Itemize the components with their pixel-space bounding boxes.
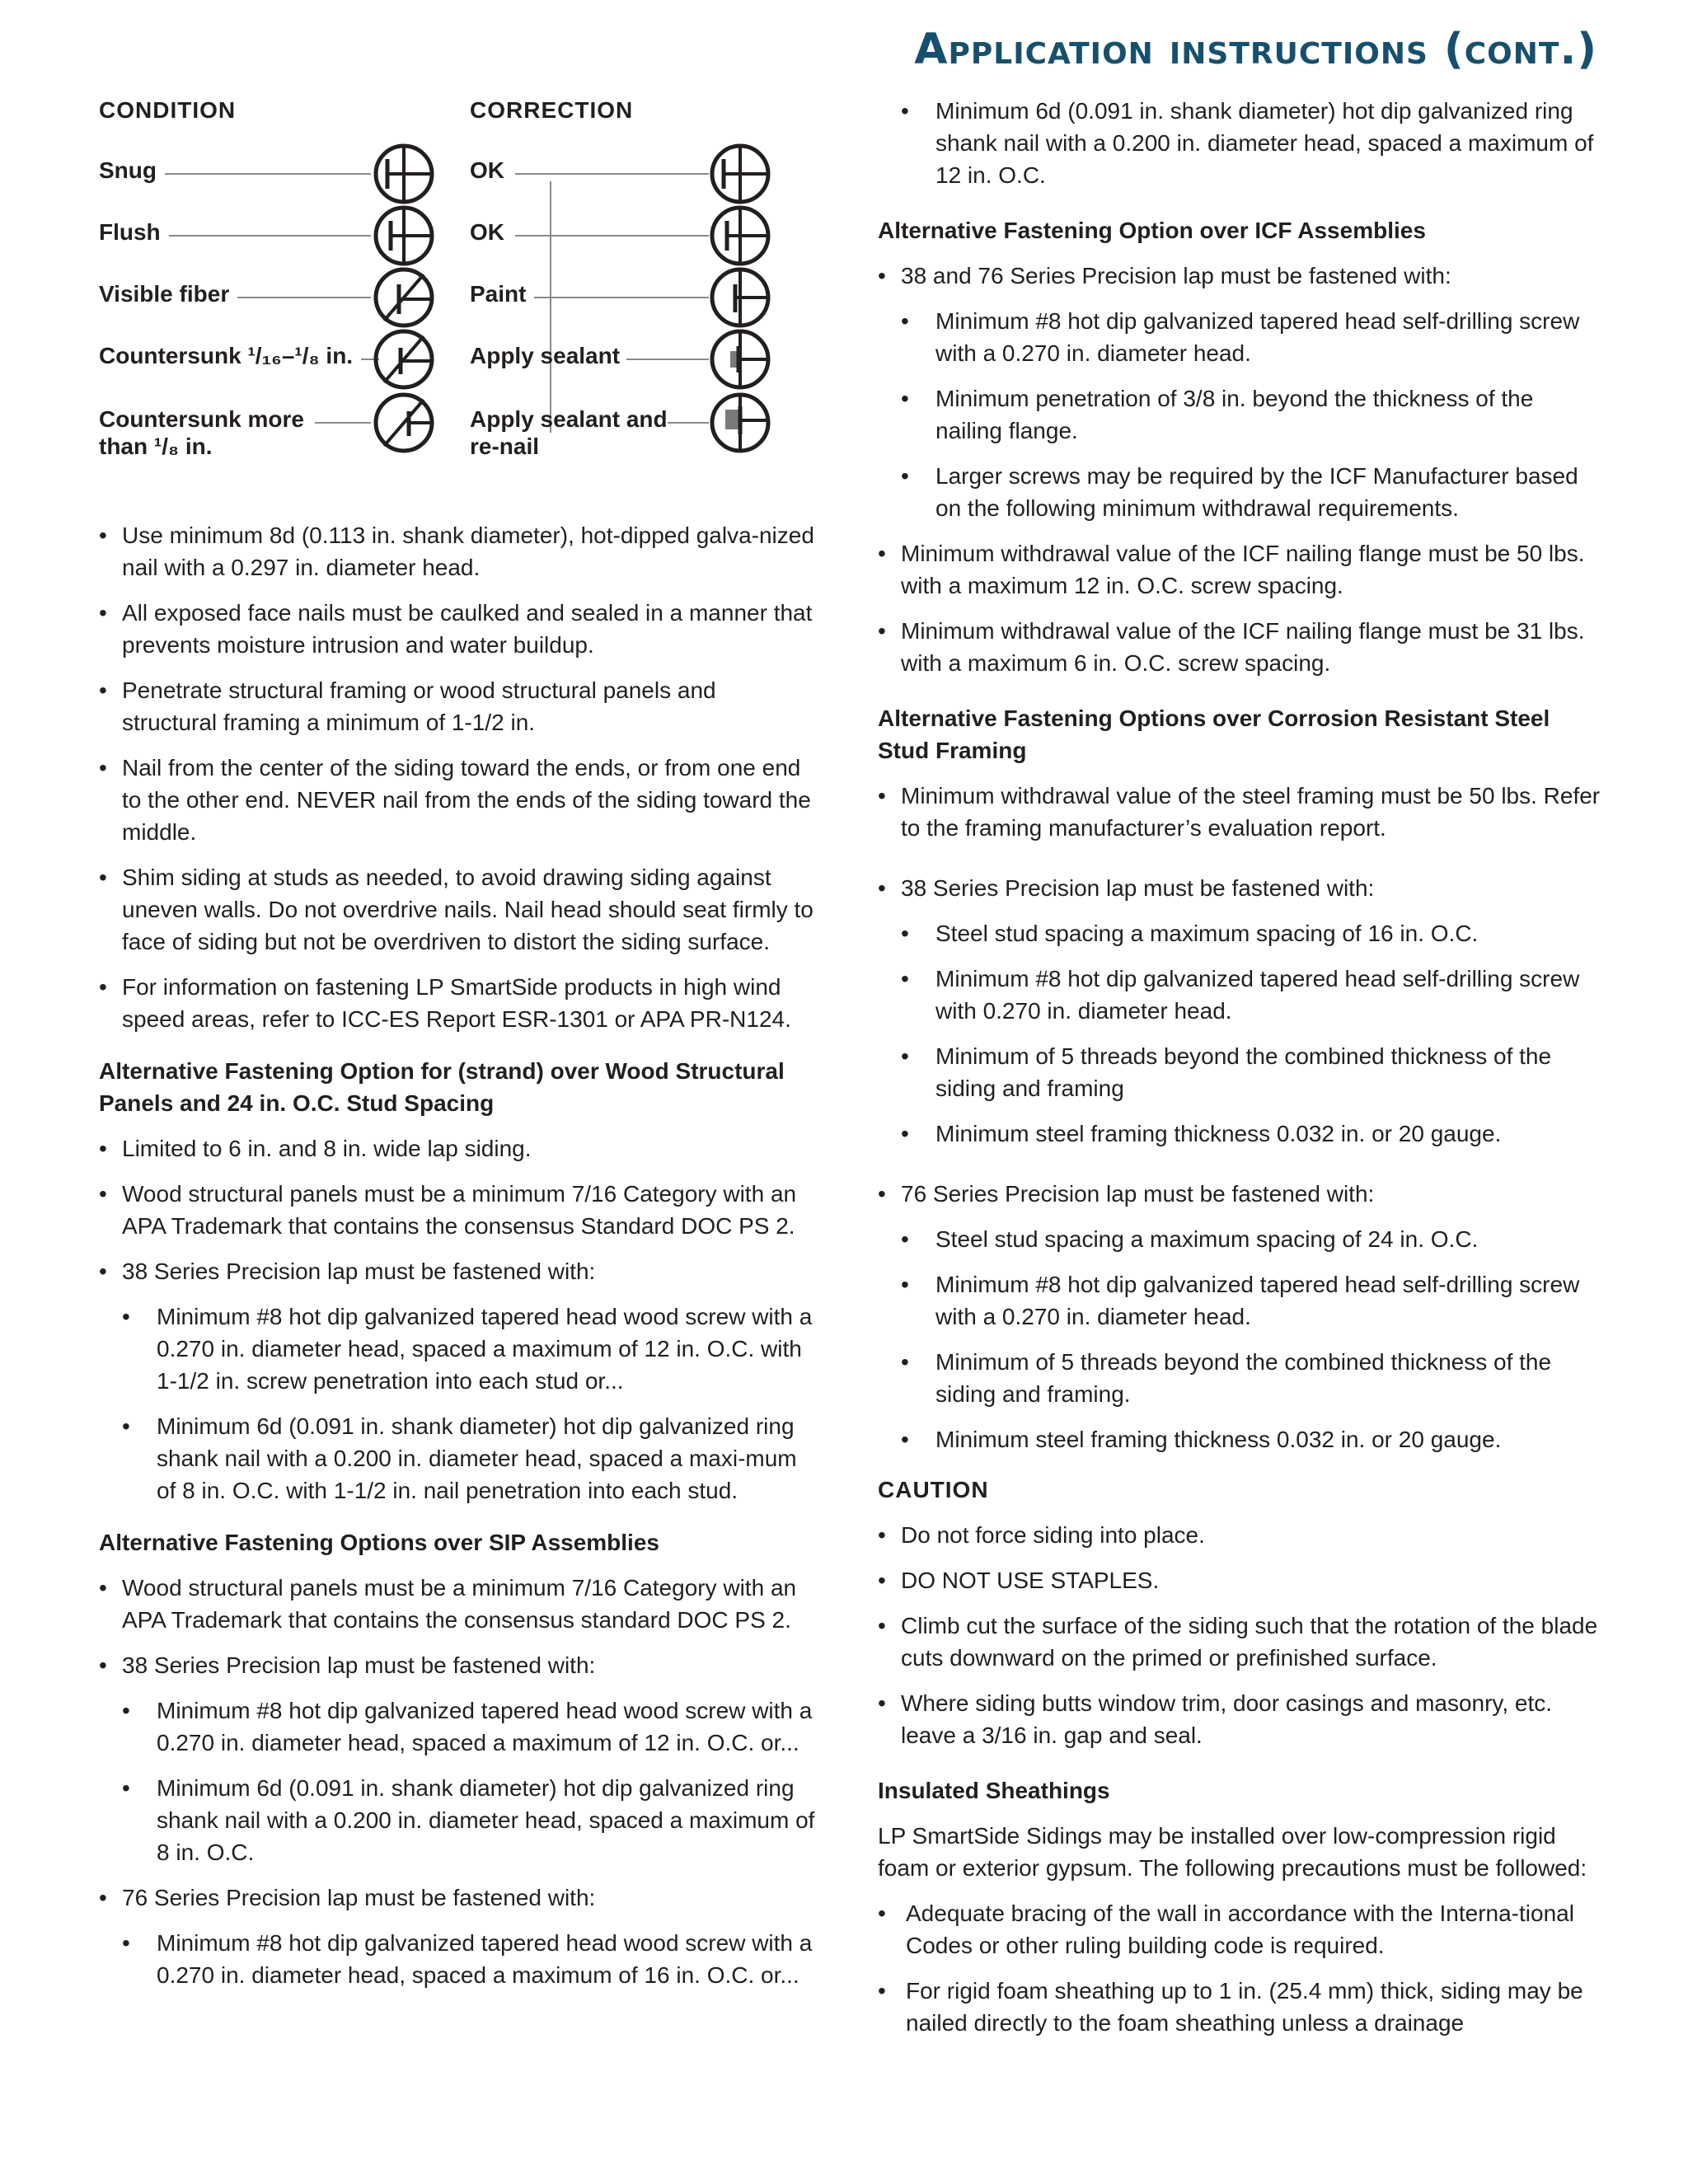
correction-ok-1: OK	[470, 157, 504, 183]
list-item: • Use minimum 8d (0.113 in. shank diameter), hot-dipped galva-nized nail with a 0.297 in. diameter head.	[99, 519, 816, 583]
list-item: • For information on fastening LP SmartSide products in high wind speed areas, refer to ICC-ES Report ESR-1301 or APA PR-N124.	[99, 971, 816, 1035]
sub-list-item: • Larger screws may be required by the ICF Manufacturer based on the following minimum withdrawal requirements.	[878, 460, 1603, 524]
condition-countersunk: Countersunk ¹/₁₆–¹/₈ in.	[99, 343, 354, 368]
paragraph: LP SmartSide Sidings may be installed over low-compression rigid foam or exterior gypsum. The following precautions must be followed:	[878, 1823, 1587, 1881]
sub-list-item: • Minimum 6d (0.091 in. shank diameter) hot dip galvanized ring shank nail with a 0.200 in. diameter head, spaced a maxi-mum of 8 in. O.C. with 1-1/2 in. nail penetration into each stud.	[99, 1410, 816, 1507]
leader-line	[668, 422, 709, 424]
correction-apply-sealant: Apply sealant	[470, 343, 621, 368]
list-item: • Minimum withdrawal value of the ICF nailing flange must be 31 lbs. with a maximum 6 in. O.C. screw spacing.	[878, 615, 1603, 679]
caution-heading: CAUTION	[878, 1477, 989, 1502]
condition-visible-fiber: Visible fiber	[99, 281, 230, 307]
nail-countersunk-icon	[373, 328, 435, 391]
nail-ok-flush-icon	[709, 204, 771, 267]
list-item: • Adequate bracing of the wall in accordance with the Interna-tional Codes or other ruling building code is required.	[878, 1897, 1603, 1961]
list-item: • Limited to 6 in. and 8 in. wide lap siding.	[99, 1132, 816, 1165]
section-heading-strand: Alternative Fastening Option for (strand) over Wood Structural Panels and 24 in. O.C. Stud Spacing	[99, 1058, 785, 1116]
leader-line	[515, 173, 709, 175]
list-item: • Where siding butts window trim, door casings and masonry, etc. leave a 3/16 in. gap and seal.	[878, 1687, 1603, 1751]
chart-divider	[550, 181, 551, 433]
leader-line	[534, 297, 709, 298]
section-heading-steel: Alternative Fastening Options over Corrosion Resistant Steel Stud Framing	[878, 705, 1550, 763]
nail-sealant-renail-icon	[709, 391, 771, 454]
condition-heading: CONDITION	[99, 97, 237, 123]
list-item: • For rigid foam sheathing up to 1 in. (25.4 mm) thick, siding may be nailed directly to the foam sheathing unless a drainage	[878, 1975, 1603, 2039]
list-item: • 38 Series Precision lap must be fastened with:	[99, 1255, 816, 1287]
section-heading-sip: Alternative Fastening Options over SIP Assemblies	[99, 1530, 659, 1555]
list-item: • 76 Series Precision lap must be fastened with:	[878, 1178, 1603, 1210]
section-heading-insulated: Insulated Sheathings	[878, 1778, 1110, 1803]
sub-list-item: • Minimum of 5 threads beyond the combined thickness of the siding and framing	[878, 1040, 1603, 1104]
sub-list-item: • Minimum steel framing thickness 0.032 in. or 20 gauge.	[878, 1423, 1603, 1455]
list-item: • Penetrate structural framing or wood structural panels and structural framing a minimum of 1-1/2 in.	[99, 674, 816, 738]
condition-countersunk-more: Countersunk more	[99, 406, 304, 432]
page-title: Application instructions (cont.)	[914, 25, 1597, 74]
nail-paint-icon	[709, 266, 771, 329]
sub-list-item: • Minimum 6d (0.091 in. shank diameter) hot dip galvanized ring shank nail with a 0.200 in. diameter head, spaced a maximum of 8 in. O.C.	[99, 1772, 816, 1868]
list-item: • Minimum withdrawal value of the ICF nailing flange must be 50 lbs. with a maximum 12 in. O.C. screw spacing.	[878, 537, 1603, 602]
list-item: • All exposed face nails must be caulked and sealed in a manner that prevents moisture intrusion and water buildup.	[99, 597, 816, 661]
list-item: • Wood structural panels must be a minimum 7/16 Category with an APA Trademark that contains the consensus standard DOC PS 2.	[99, 1572, 816, 1636]
nail-countersunk-deep-icon	[373, 391, 435, 454]
list-item: • 38 Series Precision lap must be fastened with:	[878, 872, 1603, 904]
nail-ok-icon	[709, 143, 771, 205]
sub-list-item: • Minimum penetration of 3/8 in. beyond the thickness of the nailing flange.	[878, 382, 1603, 447]
leader-line	[515, 235, 709, 237]
leader-line	[169, 235, 371, 237]
sub-list-item: • Steel stud spacing a maximum spacing of 16 in. O.C.	[878, 917, 1603, 949]
condition-flush: Flush	[99, 219, 161, 245]
list-item: • Climb cut the surface of the siding such that the rotation of the blade cuts downward on the primed or prefinished surface.	[878, 1610, 1603, 1674]
sub-list-item: • Minimum 6d (0.091 in. shank diameter) hot dip galvanized ring shank nail with a 0.200 in. diameter head, spaced a maximum of 12 in. O.C.	[878, 95, 1603, 191]
list-item: • Nail from the center of the siding toward the ends, or from one end to the other end. NEVER nail from the ends of the siding toward the middle.	[99, 752, 816, 848]
list-item: • 38 and 76 Series Precision lap must be fastened with:	[878, 260, 1603, 292]
sub-list-item: • Steel stud spacing a maximum spacing of 24 in. O.C.	[878, 1223, 1603, 1255]
nail-flush-icon	[373, 204, 435, 267]
right-text	[878, 95, 1603, 2052]
sub-list-item: • Minimum steel framing thickness 0.032 in. or 20 gauge.	[878, 1118, 1603, 1150]
correction-renail-line2: re-nail	[470, 434, 540, 459]
correction-heading: CORRECTION	[470, 97, 634, 123]
nail-visible-fiber-icon	[373, 266, 435, 329]
sub-list-item: • Minimum #8 hot dip galvanized tapered head wood screw with a 0.270 in. diameter head, spaced a maximum of 12 in. O.C. or...	[99, 1694, 816, 1759]
leader-line	[315, 422, 371, 424]
leader-line	[165, 173, 371, 175]
nail-snug-icon	[373, 143, 435, 205]
correction-ok-2: OK	[470, 219, 504, 245]
list-item: • Wood structural panels must be a minimum 7/16 Category with an APA Trademark that contains the consensus Standard DOC PS 2.	[99, 1178, 816, 1242]
list-item: • 76 Series Precision lap must be fastened with:	[99, 1882, 816, 1914]
list-item: • Do not force siding into place.	[878, 1519, 1603, 1551]
sub-list-item: • Minimum #8 hot dip galvanized tapered head self-drilling screw with 0.270 in. diameter head.	[878, 963, 1603, 1027]
leader-line	[237, 297, 371, 298]
leader-line	[626, 359, 709, 360]
list-item: • Minimum withdrawal value of the steel framing must be 50 lbs. Refer to the framing manufacturer’s evaluation report.	[878, 780, 1603, 844]
list-item: • Shim siding at studs as needed, to avoid drawing siding against uneven walls. Do not overdrive nails. Nail head should seat firmly to face of siding but not be overdriven to distort the siding surface.	[99, 861, 816, 958]
correction-apply-sealant-renail: Apply sealant and	[470, 406, 668, 432]
correction-paint: Paint	[470, 281, 527, 307]
left-text	[99, 519, 816, 2004]
condition-countersunk-more-line2: than ¹/₈ in.	[99, 434, 213, 459]
sub-list-item: • Minimum #8 hot dip galvanized tapered head wood screw with a 0.270 in. diameter head, spaced a maximum of 16 in. O.C. or...	[99, 1927, 816, 1991]
list-item: • DO NOT USE STAPLES.	[878, 1564, 1603, 1596]
sub-list-item: • Minimum of 5 threads beyond the combined thickness of the siding and framing.	[878, 1346, 1603, 1410]
section-heading-icf: Alternative Fastening Option over ICF Assemblies	[878, 218, 1426, 243]
sub-list-item: • Minimum #8 hot dip galvanized tapered head wood screw with a 0.270 in. diameter head, spaced a maximum of 12 in. O.C. with 1-1/2 in. screw penetration into each stud or...	[99, 1301, 816, 1397]
nail-sealant-icon	[709, 328, 771, 391]
sub-list-item: • Minimum #8 hot dip galvanized tapered head self-drilling screw with a 0.270 in. diameter head.	[878, 1268, 1603, 1333]
condition-snug: Snug	[99, 157, 157, 183]
sub-list-item: • Minimum #8 hot dip galvanized tapered head self-drilling screw with a 0.270 in. diameter head.	[878, 305, 1603, 369]
list-item: • 38 Series Precision lap must be fastened with:	[99, 1649, 816, 1681]
